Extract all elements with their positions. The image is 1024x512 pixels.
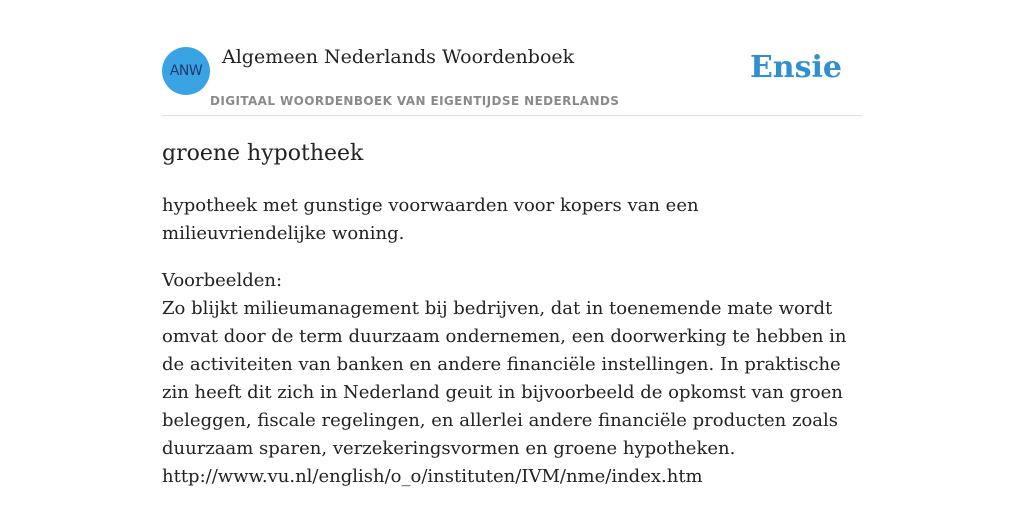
anw-logo[interactable] <box>162 47 210 95</box>
examples-section <box>162 267 862 491</box>
example-source-link[interactable]: http://www.vu.nl/english/o_o/instituten/IVM/nme/index.htm <box>162 466 703 487</box>
example-text: Zo blijkt milieumanagement bij bedrijven, dat in toenemende mate wordt omvat door de term duurzaam ondernemen, een doorwerking te hebben in de activiteiten van banken en andere financiële instellingen. In praktische zin heeft dit zich in Nederland geuit in bijvoorbeeld de opkomst van groen beleggen, fiscale regelingen, en allerlei andere financiële producten zoals duurzaam sparen, verzekeringsvormen en groene hypotheken. <box>162 298 847 459</box>
entry-definition: hypotheek met gunstige voorwaarden voor kopers van een milieuvriendelijke woning. <box>162 195 699 244</box>
header <box>162 0 862 116</box>
logo-text: ANW <box>169 63 203 79</box>
site-title[interactable]: Algemeen Nederlands Woordenboek <box>222 46 575 68</box>
header-divider <box>162 115 862 116</box>
entry-title: groene hypotheek <box>162 141 364 166</box>
examples-label: Voorbeelden: <box>162 270 283 291</box>
site-subtitle: DIGITAAL WOORDENBOEK VAN EIGENTIJDSE NEDERLANDS <box>210 94 620 108</box>
ensie-brand-logo[interactable]: Ensie <box>749 50 842 85</box>
